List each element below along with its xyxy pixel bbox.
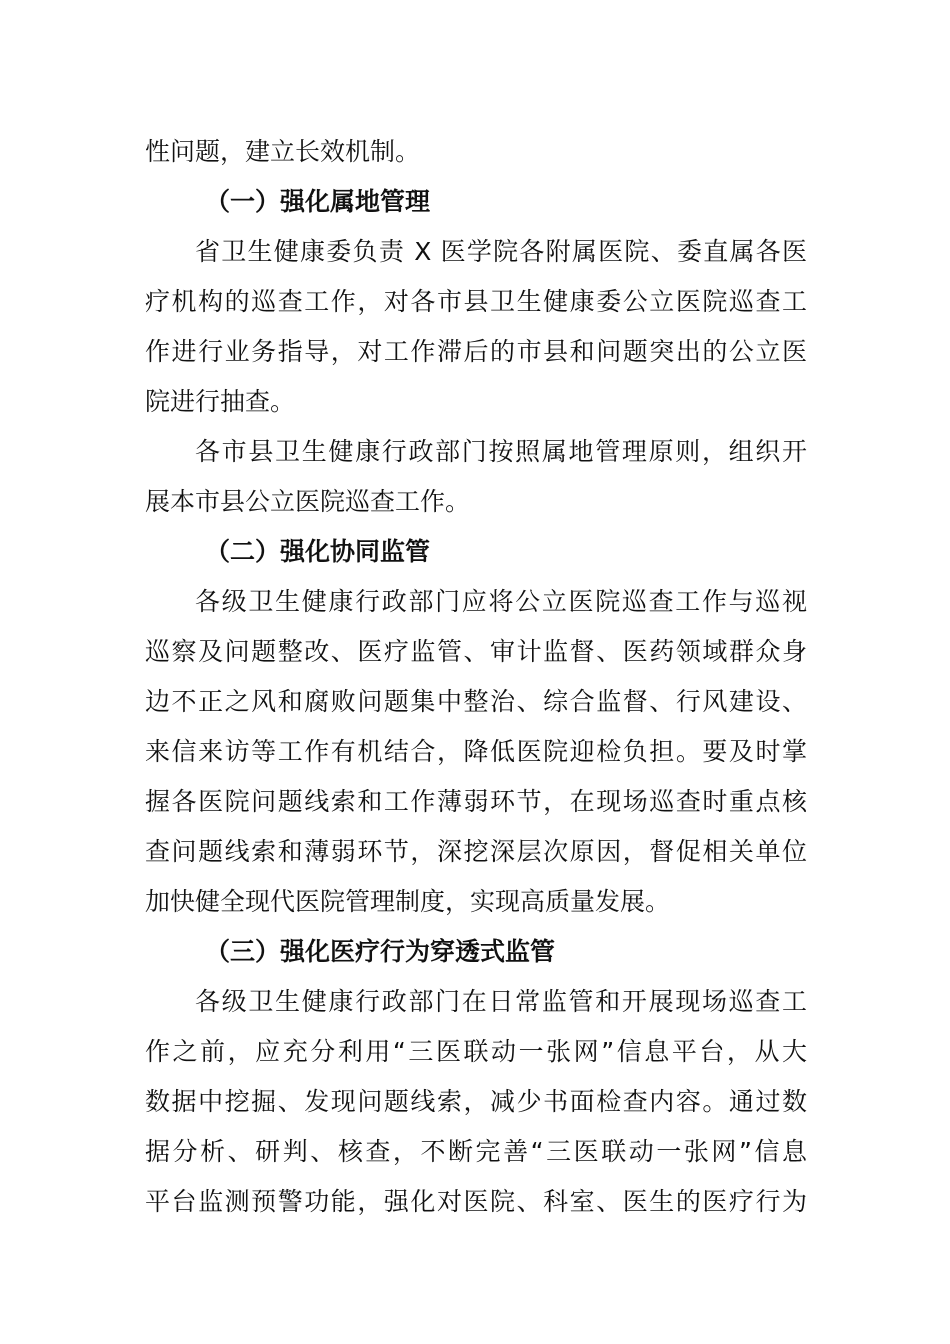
paragraph-line: 各市县卫生健康行政部门按照属地管理原则，组织开 — [195, 437, 807, 466]
paragraph-line: 各级卫生健康行政部门在日常监管和开展现场巡查工 — [195, 987, 807, 1016]
paragraph-line: 据分析、研判、核查，不断完善“三医联动一张网”信息 — [145, 1137, 807, 1166]
paragraph-line: 平台监测预警功能，强化对医院、科室、医生的医疗行为 — [145, 1187, 807, 1216]
paragraph-line: 握各医院问题线索和工作薄弱环节，在现场巡查时重点核 — [145, 787, 807, 816]
paragraph-line: 加快健全现代医院管理制度，实现高质量发展。 — [145, 887, 671, 916]
paragraph-line: 作进行业务指导，对工作滞后的市县和问题突出的公立医 — [145, 337, 807, 366]
paragraph-line: 疗机构的巡查工作，对各市县卫生健康委公立医院巡查工 — [145, 287, 807, 316]
paragraph-line: 来信来访等工作有机结合，降低医院迎检负担。要及时掌 — [145, 737, 807, 766]
paragraph-line: 院进行抽查。 — [145, 387, 296, 416]
section-heading-3: （三）强化医疗行为穿透式监管 — [205, 937, 556, 966]
section-heading-1: （一）强化属地管理 — [205, 187, 431, 216]
paragraph-line: 各级卫生健康行政部门应将公立医院巡查工作与巡视 — [195, 587, 807, 616]
paragraph-line: 性问题，建立长效机制。 — [145, 137, 421, 166]
paragraph-line: 省卫生健康委负责 X 医学院各附属医院、委直属各医 — [195, 237, 807, 266]
paragraph-line: 展本市县公立医院巡查工作。 — [145, 487, 471, 516]
paragraph-line: 作之前，应充分利用“三医联动一张网”信息平台，从大 — [145, 1037, 807, 1066]
paragraph-line: 边不正之风和腐败问题集中整治、综合监督、行风建设、 — [145, 687, 807, 716]
paragraph-line: 巡察及问题整改、医疗监管、审计监督、医药领域群众身 — [145, 637, 807, 666]
paragraph-line: 查问题线索和薄弱环节，深挖深层次原因，督促相关单位 — [145, 837, 807, 866]
paragraph-line: 数据中挖掘、发现问题线索，减少书面检查内容。通过数 — [145, 1087, 807, 1116]
section-heading-2: （二）强化协同监管 — [205, 537, 431, 566]
